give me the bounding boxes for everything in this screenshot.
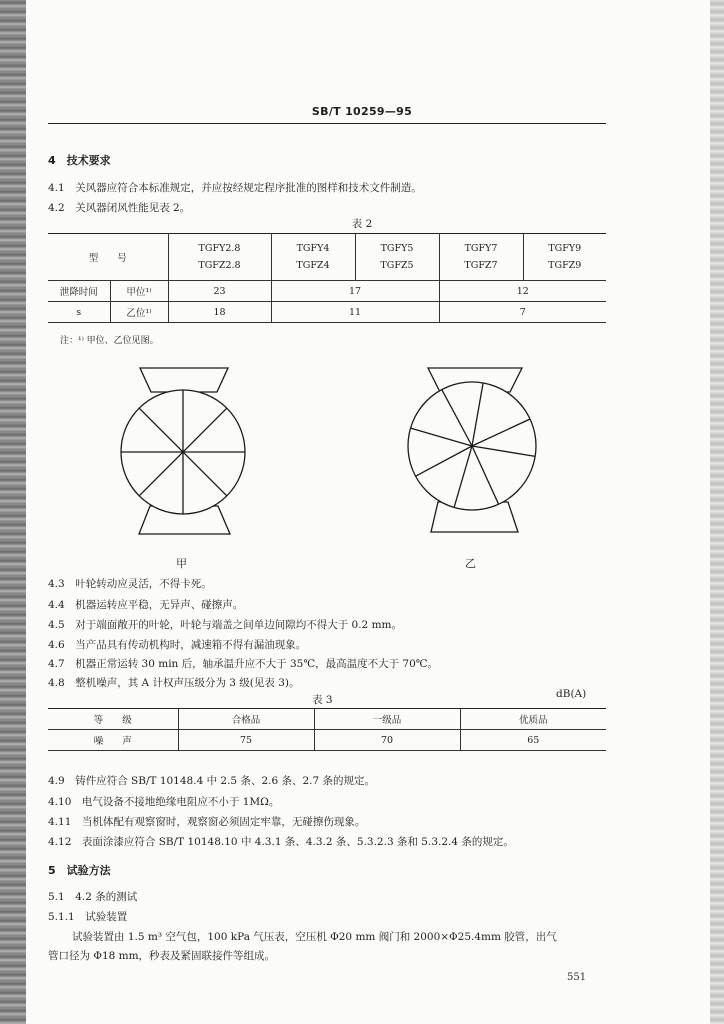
clause-4-5: 4.5 对于端面敞开的叶轮，叶轮与端盖之间单边间隙均不得大于 0.2 mm。 [48,619,402,631]
model-cell [523,234,606,281]
value-cell: 11 [271,302,439,323]
model-name: TGFZ7 [464,260,498,271]
clause-5-1: 5.1 4.2 条的测试 [48,891,138,903]
table2-note: 注：¹⁾ 甲位、乙位见图。 [60,336,159,346]
position-cell [110,281,168,302]
clause-4-9: 4.9 铸件应符合 SB/T 10148.4 中 2.5 条、2.6 条、2.7 条的规定。 [48,775,376,787]
value-cell: 12 [439,281,606,302]
noise-label: 噪 声 [93,736,132,747]
section-5-heading: 5 试验方法 [48,864,111,877]
model-name: TGFY2.8 [198,243,241,254]
row-label-unit: s [76,306,82,318]
grade-label-cell [48,709,178,730]
model-cell [271,234,355,281]
value-cell: 18 [168,302,271,323]
page-header: SB/T 10259—95 [311,105,413,118]
model-name: TGFY9 [548,243,582,254]
table-3 [48,708,606,751]
table3-caption: 表 3 [312,694,333,706]
figure-jia [110,362,250,546]
model-name: TGFZ5 [380,260,414,271]
model-name: TGFZ4 [296,260,330,271]
position-jia-label: 甲位¹⁾ [126,287,152,298]
model-cell [439,234,523,281]
noise-label-cell [48,730,178,751]
noise-value-cell: 75 [178,730,314,751]
model-name: TGFZ2.8 [198,260,241,271]
grade-cell: 优质品 [460,709,606,730]
clause-4-11: 4.11 当机体配有观察窗时，观察窗必须固定牢靠，无碰擦伤现象。 [48,816,366,828]
clause-4-3: 4.3 叶轮转动应灵活，不得卡死。 [48,578,212,590]
grade-cell: 合格品 [178,709,314,730]
row-label-cell [48,281,110,302]
clause-4-10: 4.10 电气设备不接地绝缘电阻应不小于 1MΩ。 [48,796,280,808]
value-cell: 7 [439,302,606,323]
paragraph-5-1-1-line2: 管口径为 Φ18 mm，秒表及紧固联接件等组成。 [48,950,276,962]
model-cell [355,234,439,281]
position-yi-label: 乙位¹⁾ [126,308,152,319]
table2-caption: 表 2 [351,218,373,230]
noise-value-cell: 65 [460,730,606,751]
row-label-cell [48,302,110,323]
clause-4-1: 4.1 关风器应符合本标准规定，并应按经规定程序批准的图样和技术文件制造。 [48,182,422,194]
value-cell: 17 [271,281,439,302]
clause-4-6: 4.6 当产品具有传动机构时，减速箱不得有漏油现象。 [48,639,307,651]
model-name: TGFZ9 [548,260,582,271]
clause-4-7: 4.7 机器正常运转 30 min 后，轴承温升应不大于 35℃，最高温度不大于 70℃。 [48,658,439,670]
table3-unit: dB(A) [556,688,587,700]
figure-yi [398,362,546,546]
model-label: 型 号 [88,253,127,264]
table-2 [48,233,606,323]
section-4-heading: 4 技术要求 [48,154,111,167]
figure-jia-label: 甲 [176,557,187,570]
model-header-cell [48,234,168,281]
inlet-flange [140,368,228,392]
grade-cell: 一级品 [314,709,460,730]
clause-4-12: 4.12 表面涂漆应符合 SB/T 10148.10 中 4.3.1 条、4.3.2 条、5.3.2.3 条和 5.3.2.4 条的规定。 [48,836,514,848]
figure-yi-label: 乙 [465,557,476,570]
clause-4-4: 4.4 机器运转应平稳，无异声、碰擦声。 [48,599,244,611]
model-name: TGFY5 [380,243,414,254]
position-cell [110,302,168,323]
model-name: TGFY7 [464,243,498,254]
header-rule [48,123,606,124]
model-name: TGFY4 [296,243,330,254]
grade-label: 等 级 [93,715,132,726]
clause-5-1-1: 5.1.1 试验装置 [48,911,128,923]
clause-4-2: 4.2 关风器闭风性能见表 2。 [48,202,191,214]
clause-4-8: 4.8 整机噪声，其 A 计权声压级分为 3 级(见表 3)。 [48,677,300,689]
row-label-time: 泄降时间 [59,287,98,298]
page-number: 551 [567,972,587,983]
model-cell [168,234,271,281]
noise-value-cell: 70 [314,730,460,751]
value-cell: 23 [168,281,271,302]
paragraph-5-1-1-line1: 试验装置由 1.5 m³ 空气包，100 kPa 气压表，空压机 Φ20 mm 阀门和 2000×Φ25.4mm 胶管，出气 [72,931,557,943]
